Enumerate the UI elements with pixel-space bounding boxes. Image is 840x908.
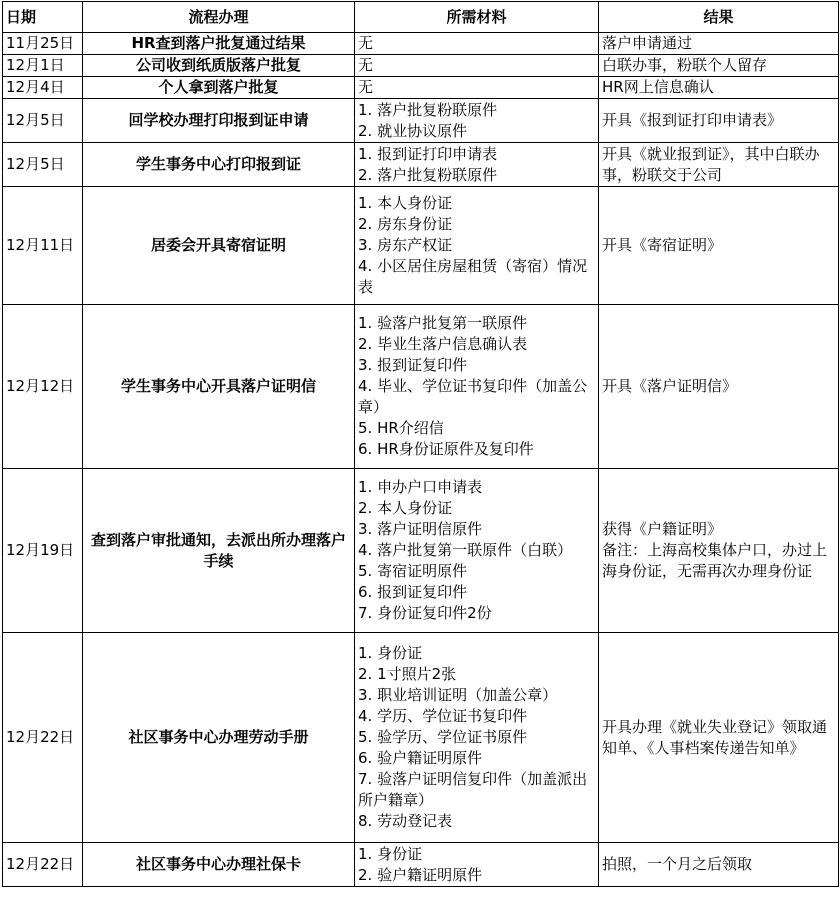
process-cell: 查到落户审批通知，去派出所办理落户手续: [83, 469, 355, 633]
material-item: 无: [358, 34, 374, 52]
table-row: [3, 305, 839, 469]
date-cell: 12月22日: [3, 843, 83, 887]
material-item: 3. 落户证明信原件: [358, 520, 483, 538]
material-item: 4. 毕业、学位证书复印件（加盖公章）: [358, 377, 588, 416]
material-item: 1. 申办户口申请表: [358, 478, 483, 496]
material-item: 3. 报到证复印件: [358, 356, 468, 374]
material-item: 4. 小区居住房屋租赁（寄宿）情况表: [358, 257, 588, 296]
material-item: 3. 房东产权证: [358, 236, 453, 254]
result-line: 开具办理《就业失业登记》领取通知单、《人事档案传递告知单》: [602, 717, 828, 757]
process-cell: 个人拿到落户批复: [83, 77, 355, 99]
date-cell: 12月19日: [3, 469, 83, 633]
result-cell: [599, 187, 839, 305]
materials-cell: [355, 633, 599, 843]
table-row: [3, 33, 839, 55]
process-cell: 公司收到纸质版落户批复: [83, 55, 355, 77]
material-item: 4. 落户批复第一联原件（白联）: [358, 541, 573, 559]
material-item: 3. 职业培训证明（加盖公章）: [358, 686, 558, 704]
table-row: [3, 77, 839, 99]
date-cell: 12月12日: [3, 305, 83, 469]
material-item: 2. 落户批复粉联原件: [358, 165, 498, 184]
material-item: 7. 验落户证明信复印件（加盖派出所户籍章）: [358, 770, 588, 809]
material-item: 5. 寄宿证明原件: [358, 562, 468, 580]
material-item: 1. 落户批复粉联原件: [358, 100, 498, 119]
result-cell: [599, 843, 839, 887]
material-item: 6. HR身份证原件及复印件: [358, 440, 534, 458]
table-row: [3, 187, 839, 305]
material-item: 7. 身份证复印件2份: [358, 604, 492, 622]
result-line: 开具《报到证打印申请表》: [602, 111, 783, 129]
process-cell: 社区事务中心办理社保卡: [83, 843, 355, 887]
result-line: 开具《落户证明信》: [602, 377, 738, 395]
table-row: [3, 469, 839, 633]
date-cell: 12月1日: [3, 55, 83, 77]
table-row: [3, 99, 839, 143]
result-cell: [599, 469, 839, 633]
date-cell: 12月5日: [3, 99, 83, 143]
material-item: 5. 验学历、学位证书原件: [358, 728, 528, 746]
materials-cell: [355, 469, 599, 633]
process-cell: 居委会开具寄宿证明: [83, 187, 355, 305]
materials-cell: [355, 305, 599, 469]
result-cell: [599, 55, 839, 77]
materials-cell: [355, 187, 599, 305]
process-cell: HR查到落户批复通过结果: [83, 33, 355, 55]
result-line: 获得《户籍证明》: [602, 520, 723, 538]
material-item: 4. 学历、学位证书复印件: [358, 707, 528, 725]
material-item: 无: [358, 78, 374, 96]
header-row: [3, 2, 839, 33]
material-item: 2. 验户籍证明原件: [358, 865, 483, 884]
table-body: [3, 33, 839, 887]
date-cell: 12月4日: [3, 77, 83, 99]
result-line: 开具《就业报到证》，其中白联办事，粉联交于公司: [602, 144, 820, 184]
materials-cell: [355, 55, 599, 77]
material-item: 2. 本人身份证: [358, 499, 453, 517]
material-item: 5. HR介绍信: [358, 419, 444, 437]
date-cell: 12月5日: [3, 143, 83, 187]
material-item: 6. 验户籍证明原件: [358, 749, 483, 767]
result-line: 落户申请通过: [602, 34, 693, 52]
result-cell: [599, 99, 839, 143]
result-line: 开具《寄宿证明》: [602, 236, 723, 254]
material-item: 2. 1寸照片2张: [358, 665, 457, 683]
material-item: 1. 身份证: [358, 644, 423, 662]
header-materials: 所需材料: [355, 2, 599, 33]
header-result: 结果: [599, 2, 839, 33]
date-cell: 12月11日: [3, 187, 83, 305]
material-item: 1. 身份证: [358, 844, 423, 863]
result-cell: [599, 33, 839, 55]
date-cell: 12月22日: [3, 633, 83, 843]
material-item: 8. 劳动登记表: [358, 812, 453, 830]
material-item: 6. 报到证复印件: [358, 583, 468, 601]
process-cell: 学生事务中心打印报到证: [83, 143, 355, 187]
result-line: 白联办事，粉联个人留存: [602, 56, 768, 74]
table-row: [3, 843, 839, 887]
material-item: 2. 就业协议原件: [358, 121, 468, 140]
materials-cell: [355, 143, 599, 187]
process-cell: 学生事务中心开具落户证明信: [83, 305, 355, 469]
result-cell: [599, 77, 839, 99]
date-cell: 11月25日: [3, 33, 83, 55]
header-process: 流程办理: [83, 2, 355, 33]
materials-cell: [355, 77, 599, 99]
result-line: HR网上信息确认: [602, 78, 714, 96]
material-item: 2. 房东身份证: [358, 215, 453, 233]
materials-cell: [355, 843, 599, 887]
result-line: 拍照，一个月之后领取: [602, 855, 753, 873]
result-line: 备注：上海高校集体户口，办过上海身份证，无需再次办理身份证: [602, 541, 828, 580]
process-cell: 社区事务中心办理劳动手册: [83, 633, 355, 843]
procedure-table: [2, 1, 839, 887]
table-row: [3, 143, 839, 187]
material-item: 1. 本人身份证: [358, 194, 453, 212]
header-date: 日期: [3, 2, 83, 33]
process-cell: 回学校办理打印报到证申请: [83, 99, 355, 143]
table-row: [3, 55, 839, 77]
table-row: [3, 633, 839, 843]
material-item: 1. 验落户批复第一联原件: [358, 314, 528, 332]
result-cell: [599, 633, 839, 843]
result-cell: [599, 143, 839, 187]
material-item: 无: [358, 56, 374, 74]
material-item: 1. 报到证打印申请表: [358, 144, 498, 163]
materials-cell: [355, 33, 599, 55]
material-item: 2. 毕业生落户信息确认表: [358, 335, 528, 353]
result-cell: [599, 305, 839, 469]
materials-cell: [355, 99, 599, 143]
